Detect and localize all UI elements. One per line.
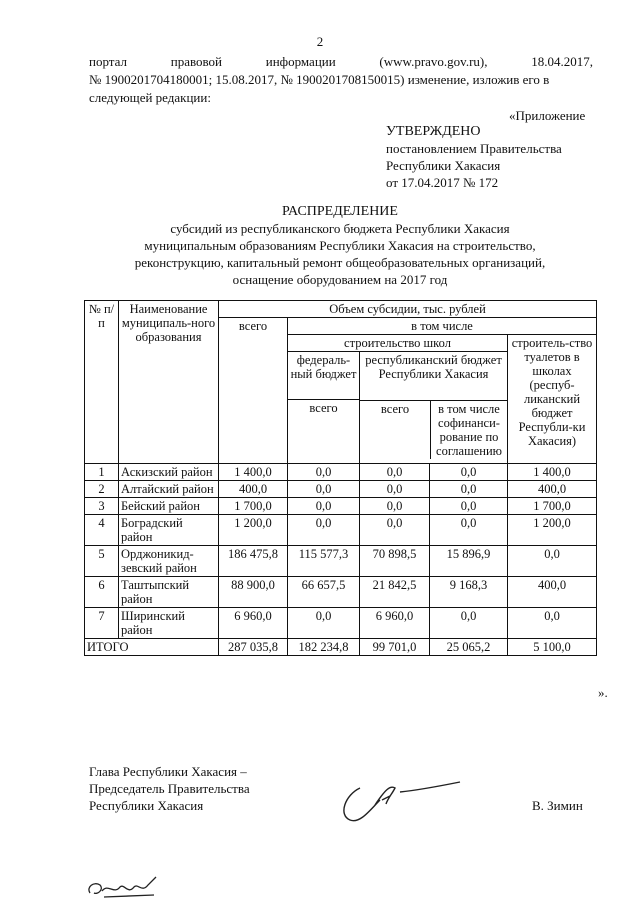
row-name: Алтайский район	[119, 481, 219, 498]
row-cofin: 0,0	[430, 515, 508, 546]
row-name: Аскизский район	[119, 464, 219, 481]
table-row	[85, 464, 597, 481]
header-republic-cofin: в том числе софинанси-рование по соглашению	[436, 402, 502, 458]
total-cofin: 25 065,2	[430, 639, 508, 656]
row-cofin: 0,0	[430, 464, 508, 481]
intro-word: информации	[265, 54, 336, 69]
row-republic: 21 842,5	[360, 577, 430, 608]
approved-label: УТВЕРЖДЕНО	[386, 124, 481, 139]
row-toilets: 400,0	[508, 577, 597, 608]
title-line-2: муниципальным образованиям Республики Хакасия на строительство,	[144, 238, 536, 253]
row-federal: 0,0	[288, 515, 360, 546]
row-name: Ширинский район	[119, 608, 219, 639]
row-cofin: 0,0	[430, 498, 508, 515]
closing-quote: ».	[598, 685, 608, 700]
row-num: 3	[85, 498, 119, 515]
title-line-4: оснащение оборудованием на 2017 год	[232, 272, 448, 287]
header-name: Наименование муниципаль-ного образования	[119, 301, 219, 464]
intro-word: правовой	[170, 54, 223, 69]
row-cofin: 15 896,9	[430, 546, 508, 577]
intro-line-2: № 1900201704180001; 15.08.2017, № 1900201708150015) изменение, изложив его в	[89, 72, 550, 87]
header-federal	[288, 352, 360, 464]
row-republic: 6 960,0	[360, 608, 430, 639]
intro-line-3: следующей редакции:	[89, 90, 211, 105]
row-num: 1	[85, 464, 119, 481]
initials-signature	[84, 873, 174, 903]
row-name: Бейский район	[119, 498, 219, 515]
total-label: ИТОГО	[85, 639, 219, 656]
row-federal: 66 657,5	[288, 577, 360, 608]
row-num: 5	[85, 546, 119, 577]
row-total: 400,0	[219, 481, 288, 498]
row-federal: 0,0	[288, 464, 360, 481]
appendix-label: «Приложение	[509, 108, 586, 123]
page-number: 2	[316, 34, 324, 49]
signatory-line-2: Председатель Правительства	[89, 781, 250, 796]
header-republic-total: всего	[360, 401, 431, 459]
table-total-row	[85, 639, 597, 656]
header-schools: строительство школ	[288, 335, 508, 352]
row-republic: 0,0	[360, 481, 430, 498]
row-republic: 70 898,5	[360, 546, 430, 577]
row-cofin: 0,0	[430, 481, 508, 498]
row-num: 6	[85, 577, 119, 608]
row-cofin: 9 168,3	[430, 577, 508, 608]
total-republic: 99 701,0	[360, 639, 430, 656]
row-total: 186 475,8	[219, 546, 288, 577]
signatory-name: В. Зимин	[532, 798, 583, 813]
header-volume: Объем субсидии, тыс. рублей	[219, 301, 597, 318]
row-toilets: 0,0	[508, 546, 597, 577]
row-toilets: 400,0	[508, 481, 597, 498]
handwritten-signature	[330, 770, 480, 830]
row-name: Таштыпский район	[119, 577, 219, 608]
total-total: 287 035,8	[219, 639, 288, 656]
row-republic: 0,0	[360, 464, 430, 481]
intro-line-1	[89, 54, 593, 70]
signatory-line-3: Республики Хакасия	[89, 798, 204, 813]
subsidy-table	[84, 300, 597, 656]
row-federal: 0,0	[288, 498, 360, 515]
intro-word: портал	[89, 54, 127, 69]
header-federal-label: федераль-ный бюджет	[290, 353, 357, 381]
total-toilets: 5 100,0	[508, 639, 597, 656]
row-name: Боградский район	[119, 515, 219, 546]
table-row	[85, 498, 597, 515]
row-federal: 115 577,3	[288, 546, 360, 577]
intro-word: (www.pravo.gov.ru),	[379, 54, 488, 69]
header-num: № п/п	[85, 301, 119, 464]
header-federal-total: всего	[288, 399, 359, 415]
document-title: РАСПРЕДЕЛЕНИЕ	[282, 204, 398, 219]
total-federal: 182 234,8	[288, 639, 360, 656]
approved-line-1: постановлением Правительства	[386, 141, 562, 156]
approved-line-3: от 17.04.2017 № 172	[386, 175, 499, 190]
intro-word: 18.04.2017,	[531, 54, 593, 69]
title-line-3: реконструкцию, капитальный ремонт общеобразовательных организаций,	[134, 255, 546, 270]
row-republic: 0,0	[360, 498, 430, 515]
table-row	[85, 515, 597, 546]
table-row	[85, 481, 597, 498]
header-republic-label: республиканский бюджет Республики Хакасия	[365, 353, 502, 381]
row-total: 1 200,0	[219, 515, 288, 546]
row-toilets: 1 200,0	[508, 515, 597, 546]
row-name: Орджоникид-зевский район	[119, 546, 219, 577]
signatory-line-1: Глава Республики Хакасия –	[89, 764, 247, 779]
row-federal: 0,0	[288, 608, 360, 639]
row-total: 88 900,0	[219, 577, 288, 608]
table-row	[85, 546, 597, 577]
row-num: 2	[85, 481, 119, 498]
header-total: всего	[219, 318, 288, 464]
row-toilets: 1 700,0	[508, 498, 597, 515]
row-total: 6 960,0	[219, 608, 288, 639]
row-num: 4	[85, 515, 119, 546]
header-republic	[360, 352, 508, 464]
approved-line-2: Республики Хакасия	[386, 158, 501, 173]
row-total: 1 700,0	[219, 498, 288, 515]
title-line-1: субсидий из республиканского бюджета Республики Хакасия	[170, 221, 510, 236]
header-including: в том числе	[288, 318, 597, 335]
row-toilets: 0,0	[508, 608, 597, 639]
table-row	[85, 577, 597, 608]
row-toilets: 1 400,0	[508, 464, 597, 481]
header-toilets: строитель-ство туалетов в школах (респуб-ликанский бюджет Республи-ки Хакасия)	[508, 335, 597, 464]
row-federal: 0,0	[288, 481, 360, 498]
row-num: 7	[85, 608, 119, 639]
row-cofin: 0,0	[430, 608, 508, 639]
row-total: 1 400,0	[219, 464, 288, 481]
row-republic: 0,0	[360, 515, 430, 546]
table-row	[85, 608, 597, 639]
